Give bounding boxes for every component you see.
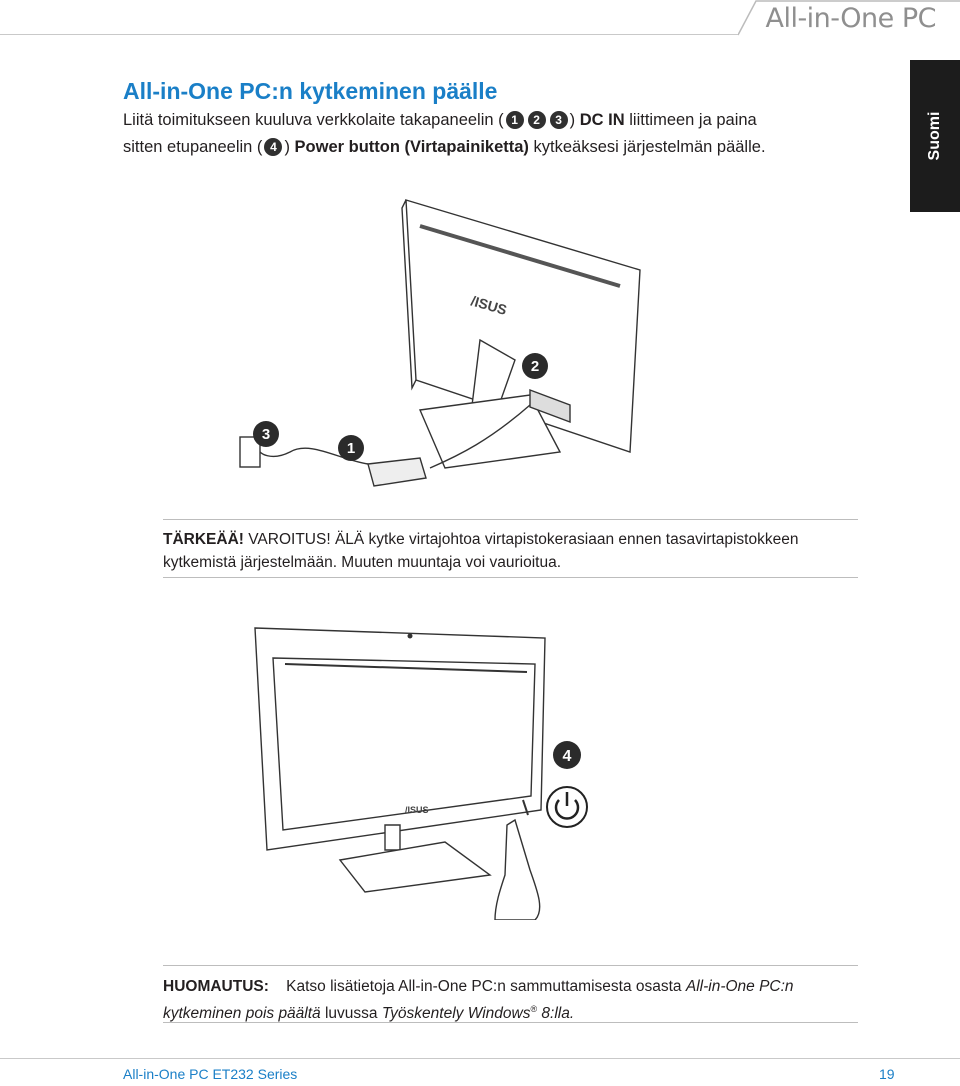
callout-4-label: 4: [562, 748, 572, 765]
important-top-rule: [163, 519, 858, 520]
page-number: 19: [879, 1066, 895, 1082]
important-line-2: kytkemistä järjestelmään. Muuten muuntaja voi vaurioitua.: [163, 554, 562, 571]
header-title: All-in-One PC: [765, 3, 936, 34]
intro-text: ): [569, 111, 576, 129]
callout-3-label: 3: [261, 426, 271, 443]
power-button-label: Power button (Virtapainiketta): [294, 138, 529, 156]
intro-text: kytkeäksesi järjestelmän päälle.: [528, 138, 766, 156]
power-icon: [549, 785, 589, 825]
important-line-1: [163, 529, 798, 551]
note-label: HUOMAUTUS:: [163, 978, 269, 995]
intro-text: ): [284, 138, 295, 156]
note-top-rule: [163, 965, 858, 966]
callout-4-icon: 4: [264, 138, 282, 156]
note-link-text: 8:lla.: [537, 1005, 575, 1023]
language-tab-label: Suomi: [926, 111, 943, 161]
registered-mark: ®: [530, 1004, 538, 1014]
rear-connection-illustration: [230, 190, 650, 495]
note-link-text: Työskentely Windows: [381, 1005, 531, 1023]
front-power-illustration: [245, 620, 615, 920]
footer-product: All-in-One PC ET232 Series: [123, 1066, 298, 1082]
asus-logo: /ISUS: [469, 292, 509, 318]
section-heading: All-in-One PC:n kytkeminen päälle: [123, 78, 498, 104]
intro-text: Liitä toimitukseen kuuluva verkkolaite takapaneelin (: [123, 111, 504, 129]
callout-1-icon: 1: [506, 111, 524, 129]
note-text: luvussa: [320, 1005, 382, 1023]
intro-line-1: [123, 108, 757, 132]
asus-logo-front: /ISUS: [405, 805, 429, 815]
important-label: TÄRKEÄÄ!: [163, 531, 244, 548]
note-link-text: All-in-One PC:n: [685, 978, 794, 995]
note-link-text: kytkeminen pois päältä: [163, 1005, 321, 1023]
intro-text: liittimeen ja paina: [624, 111, 757, 129]
dc-in-label: DC IN: [579, 111, 625, 129]
note-bottom-rule: [163, 1022, 858, 1023]
callout-2-icon: 2: [528, 111, 546, 129]
note-text: Katso lisätietoja All-in-One PC:n sammuttamisesta osasta: [286, 978, 686, 995]
footer-rule: [0, 1058, 960, 1059]
intro-text: sitten etupaneelin (: [123, 138, 263, 156]
note-line-1: [163, 976, 794, 998]
language-tab: [910, 60, 960, 212]
important-bottom-rule: [163, 577, 858, 578]
callout-3-icon: 3: [550, 111, 568, 129]
callout-1-label: 1: [346, 440, 356, 457]
intro-line-2: [123, 135, 766, 159]
header-rule: [0, 34, 738, 35]
important-text: VAROITUS! ÄLÄ kytke virtajohtoa virtapistokerasiaan ennen tasavirtapistokkeen: [243, 531, 799, 548]
callout-2-label: 2: [530, 358, 540, 375]
